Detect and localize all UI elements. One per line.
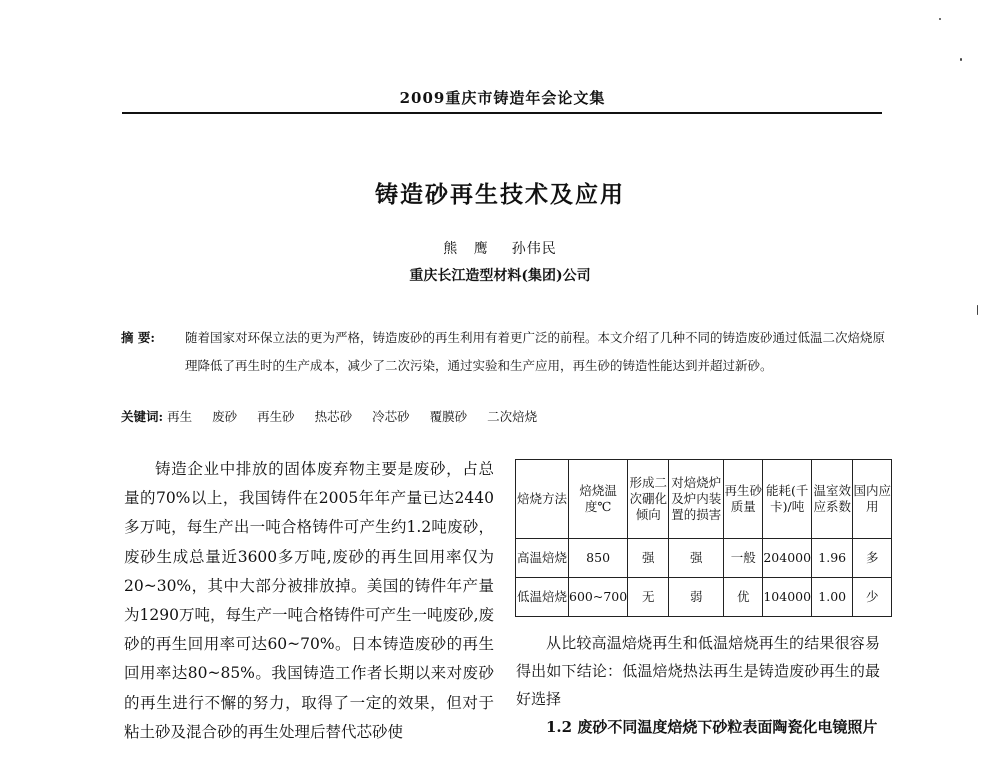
abstract: [121, 324, 885, 380]
scan-speck: [960, 58, 962, 61]
table-header-cell: 对焙烧炉及炉内装置的损害: [669, 460, 724, 539]
table-header-cell: 国内应用: [853, 460, 892, 539]
body-left-column: [124, 455, 494, 747]
author-name: 孙伟民: [511, 241, 557, 257]
table-row: [516, 578, 892, 617]
table-cell: 低温焙烧: [516, 578, 569, 617]
table-cell: 强: [669, 539, 724, 578]
table-header-cell: 再生砂质量: [724, 460, 763, 539]
table-header-cell: 焙烧方法: [516, 460, 569, 539]
scan-speck: [939, 18, 941, 20]
table-header-cell: 形成二次硼化倾向: [628, 460, 669, 539]
header-rule: [122, 112, 882, 114]
affiliation: 重庆长江造型材料(集团)公司: [409, 268, 591, 284]
keyword: 废砂: [212, 409, 238, 424]
table-header-cell: 温室效应系数: [812, 460, 853, 539]
paper-title: 铸造砂再生技术及应用: [375, 181, 625, 208]
roasting-comparison-table: [515, 459, 892, 617]
table-cell: 1.00: [812, 578, 853, 617]
section-heading: 1.2 废砂不同温度焙烧下砂粒表面陶瓷化电镜照片: [546, 718, 878, 736]
body-paragraph: 从比较高温焙烧再生和低温焙烧再生的结果很容易得出如下结论：低温焙烧热法再生是铸造废砂再生的最好选择: [516, 634, 880, 708]
running-header: 2009重庆市铸造年会论文集: [399, 89, 606, 107]
author-name: 熊 鹰: [443, 241, 494, 257]
abstract-text: 随着国家对环保立法的更为严格，铸造废砂的再生利用有着更广泛的前程。本文介绍了几种不同的铸造废砂通过低温二次焙烧原理降低了再生时的生产成本，减少了二次污染，通过实验和生产应用，再生砂的铸造性能达到并超过新砂。: [185, 330, 886, 373]
table-cell: 强: [628, 539, 669, 578]
keyword: 再生: [167, 409, 193, 424]
table-cell: 104000: [763, 578, 812, 617]
keyword: 冷芯砂: [372, 409, 410, 424]
table-header-row: [516, 460, 892, 539]
keywords-label: 关键词:: [121, 409, 164, 424]
author-line: [120, 238, 880, 258]
body-right-column: [516, 629, 880, 741]
table-cell: 弱: [669, 578, 724, 617]
table-row: [516, 539, 892, 578]
keyword: 热芯砂: [314, 409, 353, 424]
keywords: [121, 407, 885, 425]
scan-speck: [977, 305, 978, 315]
table-cell: 少: [853, 578, 892, 617]
keyword: 二次焙烧: [487, 409, 538, 424]
table-cell: 1.96: [812, 539, 853, 578]
keyword: 再生砂: [257, 409, 295, 424]
body-paragraph: 铸造企业中排放的固体废弃物主要是废砂，占总量的70%以上，我国铸件在2005年年产量已达2440多万吨，每生产出一吨合格铸件可产生约1.2吨废砂，废砂生成总量近3600多万吨,废砂的再生回用率仅为20~30%，其中大部分被排放掉。美国的铸件年产量为1290万吨，每生产一吨合格铸件可产生一吨废砂,废砂的再生回用率可达60~70%。日本铸造废砂的再生回用率达80~85%。我国铸造工作者长期以来对废砂的再生进行不懈的努力，取得了一定的效果，但对于粘土砂及混合砂的再生处理后替代芯砂使: [124, 460, 494, 741]
table-cell: 多: [853, 539, 892, 578]
table-cell: 高温焙烧: [516, 539, 569, 578]
table-cell: 一般: [724, 539, 763, 578]
table-header-cell: 能耗(千卡)/吨: [763, 460, 812, 539]
abstract-label: 摘 要:: [121, 330, 155, 345]
table-cell: 600~700: [569, 578, 628, 617]
table-cell: 204000: [763, 539, 812, 578]
keyword: 覆膜砂: [429, 409, 468, 424]
table-header-cell: 焙烧温度℃: [569, 460, 628, 539]
table-cell: 850: [569, 539, 628, 578]
table-cell: 优: [724, 578, 763, 617]
table-cell: 无: [628, 578, 669, 617]
